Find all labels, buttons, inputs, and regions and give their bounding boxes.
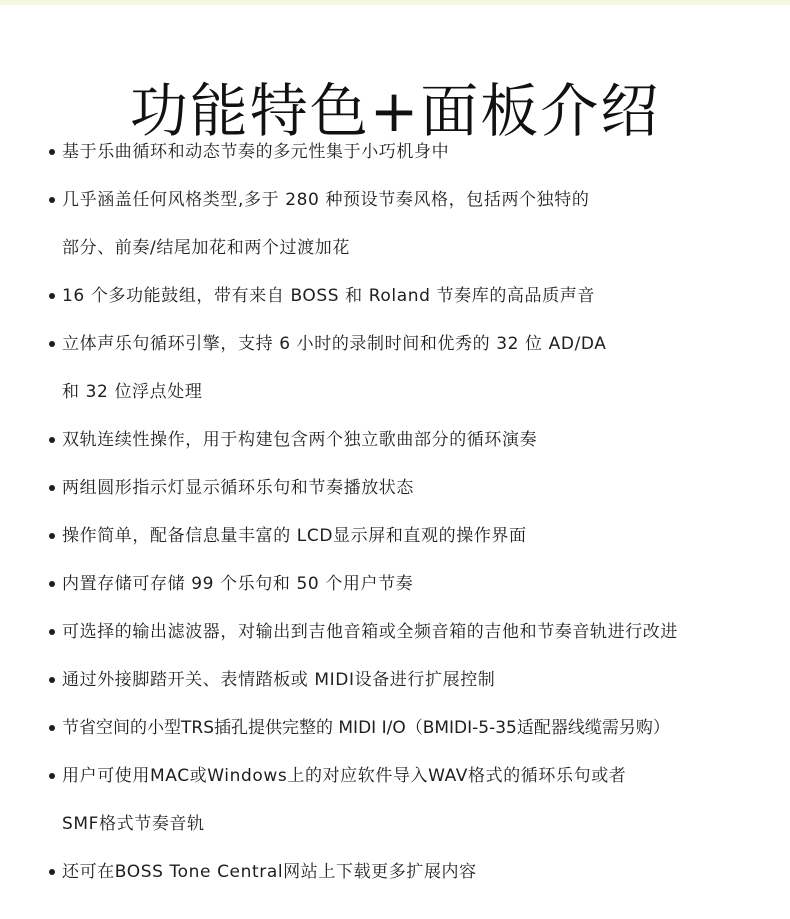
bullet-icon bbox=[49, 341, 55, 347]
feature-line: 基于乐曲循环和动态节奏的多元性集于小巧机身中 bbox=[62, 142, 450, 162]
feature-line: 操作简单，配备信息量丰富的 LCD显示屏和直观的操作界面 bbox=[62, 526, 527, 546]
feature-line: 内置存储可存储 99 个乐句和 50 个用户节奏 bbox=[62, 574, 414, 594]
bullet-icon bbox=[49, 533, 55, 539]
bullet-icon bbox=[49, 149, 55, 155]
feature-line: 16 个多功能鼓组，带有来自 BOSS 和 Roland 节奏库的高品质声音 bbox=[62, 286, 595, 306]
page-title: 功能特色+面板介绍 bbox=[129, 76, 661, 145]
feature-line: 可选择的输出滤波器，对输出到吉他音箱或全频音箱的吉他和节奏音轨进行改进 bbox=[62, 622, 678, 642]
feature-line: 节省空间的小型TRS插孔提供完整的 MIDI I/O（BMIDI-5-35适配器线缆需另购） bbox=[62, 718, 670, 738]
feature-line-continued: 部分、前奏/结尾加花和两个过渡加花 bbox=[62, 238, 350, 258]
bullet-icon bbox=[49, 725, 55, 731]
feature-line: 双轨连续性操作，用于构建包含两个独立歌曲部分的循环演奏 bbox=[62, 430, 538, 450]
feature-line: 立体声乐句循环引擎，支持 6 小时的录制时间和优秀的 32 位 AD/DA bbox=[62, 334, 607, 354]
bullet-icon bbox=[49, 293, 55, 299]
bullet-icon bbox=[49, 437, 55, 443]
bullet-icon bbox=[49, 581, 55, 587]
bullet-icon bbox=[49, 629, 55, 635]
feature-line: 用户可使用MAC或Windows上的对应软件导入WAV格式的循环乐句或者 bbox=[62, 766, 627, 786]
bullet-icon bbox=[49, 485, 55, 491]
bullet-icon bbox=[49, 773, 55, 779]
feature-line: 两组圆形指示灯显示循环乐句和节奏播放状态 bbox=[62, 478, 414, 498]
bullet-icon bbox=[49, 869, 55, 875]
bullet-icon bbox=[49, 677, 55, 683]
feature-line-continued: 和 32 位浮点处理 bbox=[62, 382, 203, 402]
feature-line: 通过外接脚踏开关、表情踏板或 MIDI设备进行扩展控制 bbox=[62, 670, 496, 690]
feature-line: 还可在BOSS Tone Central网站上下载更多扩展内容 bbox=[62, 862, 477, 882]
feature-line: 几乎涵盖任何风格类型,多于 280 种预设节奏风格，包括两个独特的 bbox=[62, 190, 590, 210]
feature-line-continued: SMF格式节奏音轨 bbox=[62, 814, 205, 834]
bullet-icon bbox=[49, 197, 55, 203]
